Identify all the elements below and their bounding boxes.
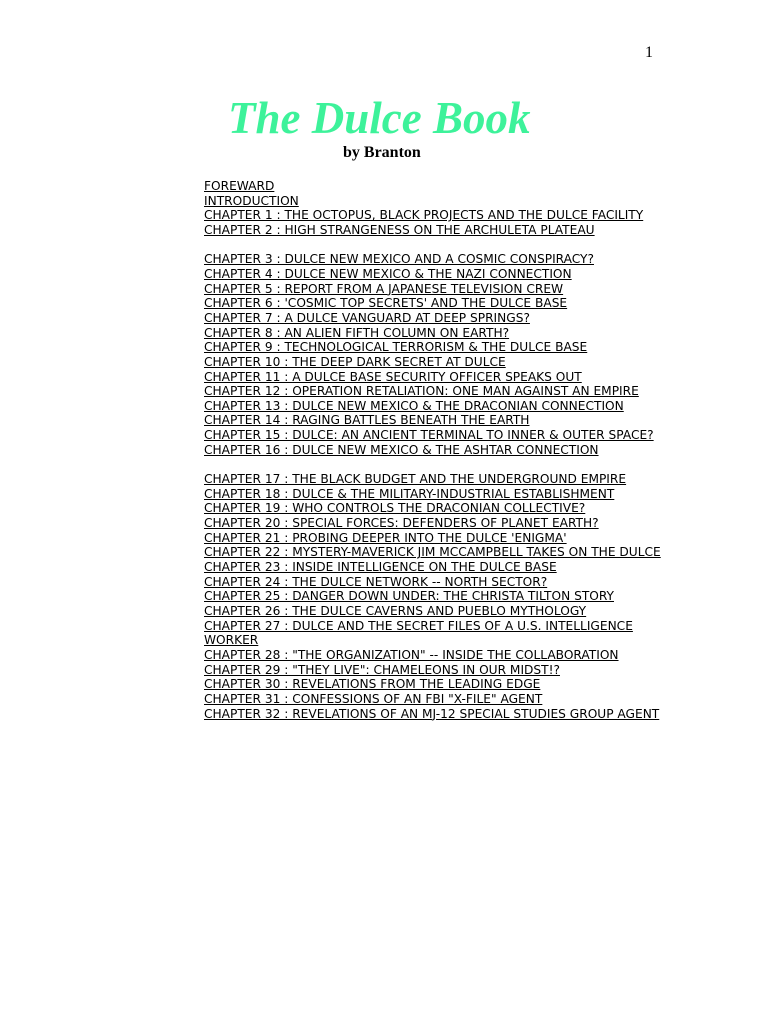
toc-entry xyxy=(204,472,664,487)
toc-entry xyxy=(204,575,664,590)
toc-entry xyxy=(204,604,664,619)
toc-entry xyxy=(204,296,664,311)
toc-entry-link[interactable]: CHAPTER 23 : INSIDE INTELLIGENCE ON THE DULCE BASE xyxy=(204,560,557,575)
toc-entry-link[interactable]: CHAPTER 3 : DULCE NEW MEXICO AND A COSMIC CONSPIRACY? xyxy=(204,252,594,267)
toc-entry-link[interactable]: CHAPTER 7 : A DULCE VANGUARD AT DEEP SPRINGS? xyxy=(204,310,530,325)
toc-entry-link[interactable]: CHAPTER 22 : MYSTERY-MAVERICK JIM MCCAMPBELL TAKES ON THE DULCE xyxy=(204,545,661,560)
toc-entry xyxy=(204,413,664,428)
toc-entry xyxy=(204,194,664,209)
toc-entry xyxy=(204,619,664,648)
toc-entry-link[interactable]: CHAPTER 19 : WHO CONTROLS THE DRACONIAN COLLECTIVE? xyxy=(204,501,586,516)
page-number: 1 xyxy=(645,44,653,61)
toc-entry-link[interactable]: CHAPTER 1 : THE OCTOPUS, BLACK PROJECTS AND THE DULCE FACILITY xyxy=(204,208,644,223)
toc-entry xyxy=(204,677,664,692)
toc-entry-link[interactable]: CHAPTER 30 : REVELATIONS FROM THE LEADING EDGE xyxy=(204,677,541,692)
toc-entry-link[interactable]: CHAPTER 2 : HIGH STRANGENESS ON THE ARCHULETA PLATEAU xyxy=(204,222,595,237)
toc-entry xyxy=(204,516,664,531)
toc-entry-link[interactable]: CHAPTER 26 : THE DULCE CAVERNS AND PUEBLO MYTHOLOGY xyxy=(204,604,587,618)
toc-entry-link[interactable]: CHAPTER 6 : 'COSMIC TOP SECRETS' AND THE DULCE BASE xyxy=(204,296,568,311)
toc-entry xyxy=(204,179,664,194)
toc-entry-link[interactable]: CHAPTER 9 : TECHNOLOGICAL TERRORISM & THE DULCE BASE xyxy=(204,340,588,355)
toc-entry-link[interactable]: CHAPTER 18 : DULCE & THE MILITARY-INDUSTRIAL ESTABLISHMENT xyxy=(204,486,615,501)
toc-entry-link[interactable]: CHAPTER 15 : DULCE: AN ANCIENT TERMINAL TO INNER & OUTER SPACE? xyxy=(204,428,654,443)
toc-entry xyxy=(204,648,664,663)
toc-entry-link[interactable]: CHAPTER 10 : THE DEEP DARK SECRET AT DULCE xyxy=(204,354,506,369)
toc-entry-link[interactable]: CHAPTER 27 : DULCE AND THE SECRET FILES OF A U.S. INTELLIGENCE WORKER xyxy=(204,618,633,648)
toc-entry xyxy=(204,208,664,223)
toc-entry xyxy=(204,267,664,282)
toc-entry xyxy=(204,707,664,722)
toc-entry xyxy=(204,443,664,458)
toc-entry-link[interactable]: CHAPTER 16 : DULCE NEW MEXICO & THE ASHTAR CONNECTION xyxy=(204,442,599,457)
toc-entry xyxy=(204,399,664,414)
table-of-contents xyxy=(204,179,664,721)
toc-entry xyxy=(204,252,664,267)
toc-entry-link[interactable]: CHAPTER 24 : THE DULCE NETWORK -- NORTH SECTOR? xyxy=(204,574,548,589)
toc-entry xyxy=(204,589,664,604)
toc-entry xyxy=(204,223,664,238)
toc-entry-link[interactable]: CHAPTER 20 : SPECIAL FORCES: DEFENDERS OF PLANET EARTH? xyxy=(204,516,599,531)
toc-entry-link[interactable]: CHAPTER 21 : PROBING DEEPER INTO THE DULCE 'ENIGMA' xyxy=(204,530,567,545)
toc-entry xyxy=(204,311,664,326)
toc-entry-link[interactable]: CHAPTER 11 : A DULCE BASE SECURITY OFFICER SPEAKS OUT xyxy=(204,369,582,384)
toc-entry xyxy=(204,326,664,341)
toc-entry xyxy=(204,560,664,575)
toc-entry-link[interactable]: INTRODUCTION xyxy=(204,193,299,208)
toc-entry-link[interactable]: CHAPTER 29 : "THEY LIVE": CHAMELEONS IN OUR MIDST!? xyxy=(204,662,560,677)
toc-entry-link[interactable]: CHAPTER 32 : REVELATIONS OF AN MJ-12 SPECIAL STUDIES GROUP AGENT xyxy=(204,706,660,721)
toc-entry xyxy=(204,384,664,399)
toc-entry-link[interactable]: CHAPTER 5 : REPORT FROM A JAPANESE TELEVISION CREW xyxy=(204,281,564,296)
toc-entry xyxy=(204,663,664,678)
toc-entry-link[interactable]: CHAPTER 28 : "THE ORGANIZATION" -- INSIDE THE COLLABORATION xyxy=(204,647,619,662)
toc-entry xyxy=(204,692,664,707)
toc-entry xyxy=(204,428,664,443)
toc-entry-link[interactable]: CHAPTER 8 : AN ALIEN FIFTH COLUMN ON EARTH? xyxy=(204,325,510,340)
toc-entry xyxy=(204,545,664,560)
toc-entry-link[interactable]: FOREWARD xyxy=(204,179,275,193)
toc-entry-link[interactable]: CHAPTER 4 : DULCE NEW MEXICO & THE NAZI CONNECTION xyxy=(204,266,572,281)
toc-entry-link[interactable]: CHAPTER 17 : THE BLACK BUDGET AND THE UNDERGROUND EMPIRE xyxy=(204,472,627,487)
toc-entry-link[interactable]: CHAPTER 14 : RAGING BATTLES BENEATH THE EARTH xyxy=(204,413,530,428)
toc-entry xyxy=(204,501,664,516)
toc-entry xyxy=(204,355,664,370)
toc-entry xyxy=(204,487,664,502)
author-byline: by Branton xyxy=(343,144,421,161)
toc-entry-link[interactable]: CHAPTER 12 : OPERATION RETALIATION: ONE MAN AGAINST AN EMPIRE xyxy=(204,384,639,399)
toc-entry-link[interactable]: CHAPTER 25 : DANGER DOWN UNDER: THE CHRISTA TILTON STORY xyxy=(204,589,614,604)
toc-entry-link[interactable]: CHAPTER 13 : DULCE NEW MEXICO & THE DRACONIAN CONNECTION xyxy=(204,398,624,413)
toc-entry xyxy=(204,370,664,385)
toc-entry xyxy=(204,282,664,297)
document-title: The Dulce Book xyxy=(228,93,531,143)
toc-entry-link[interactable]: CHAPTER 31 : CONFESSIONS OF AN FBI "X-FILE" AGENT xyxy=(204,691,543,706)
toc-entry xyxy=(204,340,664,355)
toc-entry xyxy=(204,531,664,546)
